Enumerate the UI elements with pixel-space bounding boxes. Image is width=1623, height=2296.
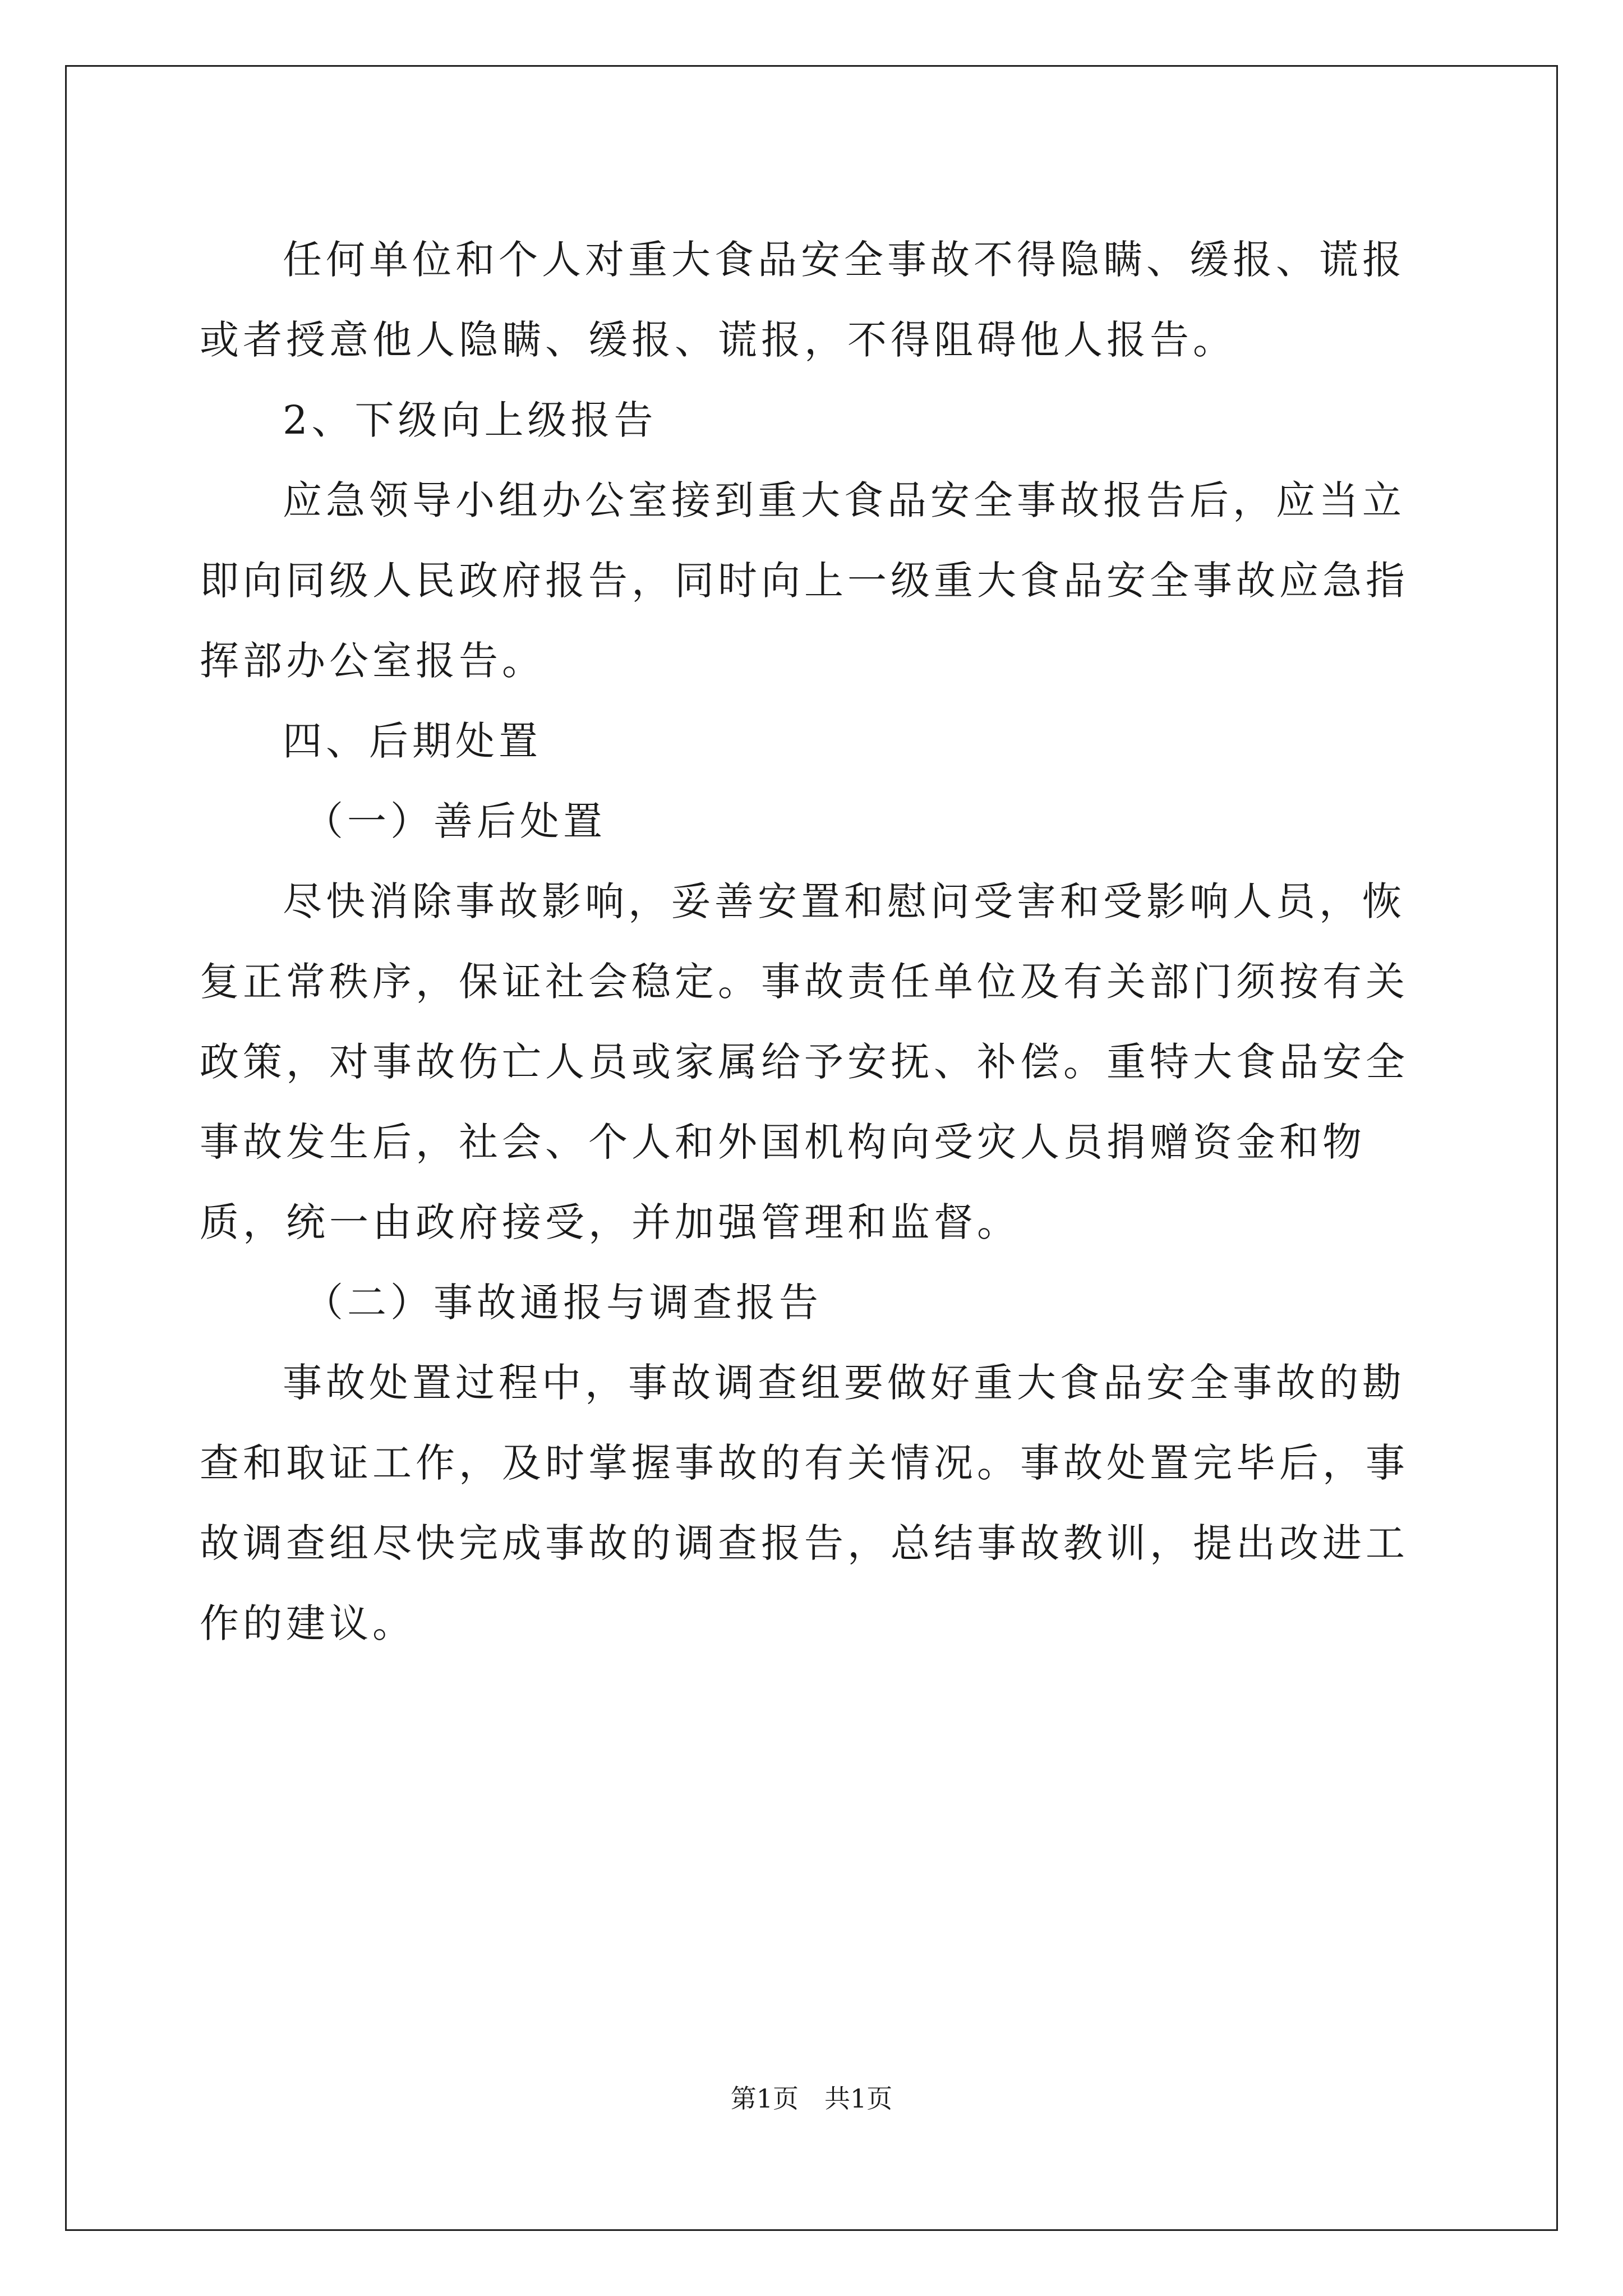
page-footer — [0, 2078, 1623, 2115]
heading-rehabilitation: （一）善后处置 — [304, 798, 606, 844]
paragraph-investigation: 事故处置过程中，事故调查组要做好重大食品安全事故的勘查和取证工作，及时掌握事故的有关情况。事故处置完毕后，事故调查组尽快完成事故的调查报告，总结事故教训，提出改进工作的建议。 — [200, 1360, 1409, 1646]
page-number-current: 第1页 — [730, 2083, 799, 2114]
document-body — [200, 220, 1433, 1664]
heading-aftermath: 四、后期处置 — [283, 718, 542, 764]
heading-report-to-superior: 2、下级向上级报告 — [283, 397, 657, 443]
paragraph-rehabilitation: 尽快消除事故影响，妥善安置和慰问受害和受影响人员，恢复正常秩序，保证社会稳定。事故责任单位及有关部门须按有关政策，对事故伤亡人员或家属给予安抚、补偿。重特大食品安全事故发生后，社会、个人和外国机构向受灾人员捐赠资金和物质，统一由政府接受，并加强管理和监督。 — [200, 878, 1409, 1245]
paragraph-office-report: 应急领导小组办公室接到重大食品安全事故报告后，应当立即向同级人民政府报告，同时向上一级重大食品安全事故应急指挥部办公室报告。 — [200, 477, 1409, 684]
heading-notification-investigation: （二）事故通报与调查报告 — [304, 1280, 822, 1326]
paragraph-no-concealment: 任何单位和个人对重大食品安全事故不得隐瞒、缓报、谎报或者授意他人隐瞒、缓报、谎报，不得阻碍他人报告。 — [200, 237, 1405, 363]
page-number-total: 共1页 — [824, 2083, 893, 2114]
